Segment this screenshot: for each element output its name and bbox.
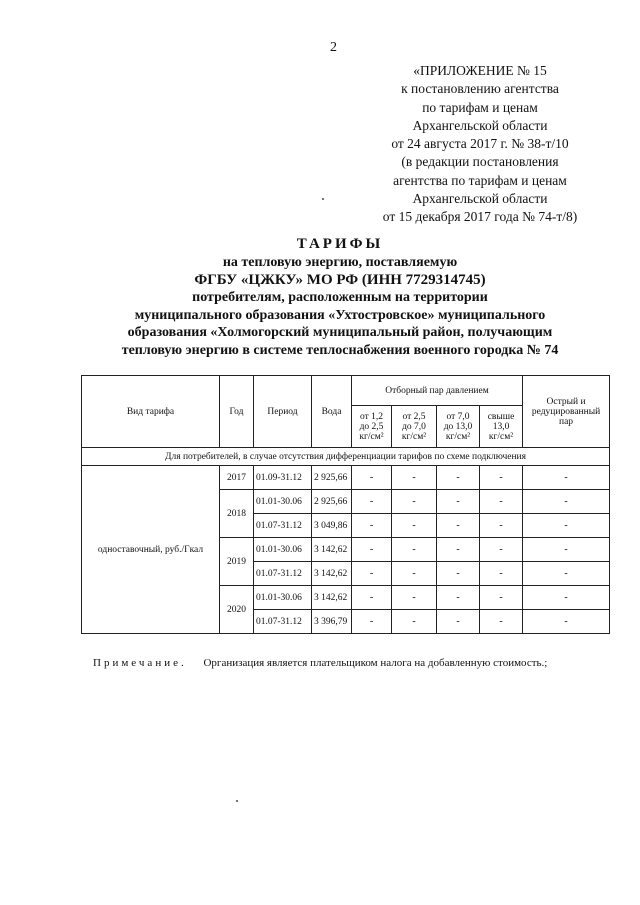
- appendix-line: (в редакции постановления: [401, 154, 559, 170]
- steam-cell: -: [352, 610, 392, 634]
- title-line: образования «Холмогорский муниципальный район, получающим: [127, 325, 553, 340]
- steam-cell: -: [437, 466, 480, 490]
- header-sub-line: кг/см²: [401, 431, 427, 442]
- steam-cell: -: [480, 514, 523, 538]
- steam-cell: -: [480, 490, 523, 514]
- steam-cell: -: [480, 538, 523, 562]
- appendix-line: от 24 августа 2017 г. № 38-т/10: [391, 136, 569, 152]
- title-line: потребителям, расположенным на территории: [192, 290, 488, 305]
- appendix-line: Архангельской области: [412, 117, 548, 133]
- appendix-line: Архангельской области: [412, 191, 548, 207]
- header-sub-line: кг/см²: [359, 431, 384, 442]
- steam-cell: -: [392, 514, 437, 538]
- header-steam-group: Отборный пар давлением: [352, 376, 523, 406]
- section-row: Для потребителей, в случае отсутствия дифференциации тарифов по схеме подключения: [82, 448, 610, 466]
- water-cell: 3 396,79: [312, 610, 352, 634]
- steam-cell: -: [437, 514, 480, 538]
- header-steam-col-2: [392, 406, 437, 448]
- header-period: Период: [254, 376, 312, 448]
- header-year: Год: [220, 376, 254, 448]
- water-cell: 2 925,66: [312, 466, 352, 490]
- header-sub-line: до 13,0: [443, 421, 473, 432]
- header-steam-col-4: [480, 406, 523, 448]
- header-sharp-steam: [523, 376, 610, 448]
- period-cell: 01.07-31.12: [254, 514, 312, 538]
- steam-cell: -: [480, 562, 523, 586]
- steam-cell: -: [352, 586, 392, 610]
- header-sub-line: 13,0: [492, 421, 510, 432]
- header-sub-line: кг/см²: [445, 431, 471, 442]
- steam-cell: -: [392, 466, 437, 490]
- title-line: на тепловую энергию, поставляемую: [222, 255, 458, 270]
- water-cell: 3 142,62: [312, 562, 352, 586]
- year-cell: 2018: [220, 490, 254, 538]
- appendix-line: к постановлению агентства: [401, 81, 559, 97]
- steam-cell: -: [480, 610, 523, 634]
- title-line: муниципального образования «Ухтостровское» муниципального: [134, 307, 546, 323]
- water-cell: 3 049,86: [312, 514, 352, 538]
- steam-cell: -: [392, 610, 437, 634]
- steam-cell: -: [392, 538, 437, 562]
- steam-cell: -: [392, 586, 437, 610]
- sharp-steam-cell: -: [523, 538, 610, 562]
- note-label: Примечание.: [93, 657, 187, 669]
- header-sharp-line: Острый и: [546, 396, 586, 407]
- header-sub-line: до 7,0: [402, 421, 426, 432]
- sharp-steam-cell: -: [523, 586, 610, 610]
- header-sub-line: свыше: [487, 411, 515, 422]
- year-cell: 2020: [220, 586, 254, 634]
- year-cell: 2017: [220, 466, 254, 490]
- appendix-line: по тарифам и ценам: [422, 99, 538, 115]
- steam-cell: -: [480, 586, 523, 610]
- period-cell: 01.07-31.12: [254, 610, 312, 634]
- sharp-steam-cell: -: [523, 466, 610, 490]
- tariff-table: [81, 375, 610, 634]
- sharp-steam-cell: -: [523, 514, 610, 538]
- header-steam-col-3: [437, 406, 480, 448]
- steam-cell: -: [437, 538, 480, 562]
- water-cell: 3 142,62: [312, 538, 352, 562]
- appendix-line: «ПРИЛОЖЕНИЕ № 15: [413, 63, 547, 78]
- title-line: тепловую энергию в системе теплоснабжения военного городка № 74: [121, 342, 559, 358]
- steam-cell: -: [437, 562, 480, 586]
- header-sub-line: от 7,0: [446, 411, 470, 422]
- steam-cell: -: [392, 490, 437, 514]
- water-cell: 3 142,62: [312, 586, 352, 610]
- appendix-header: [340, 62, 620, 227]
- header-sub-line: от 1,2: [359, 411, 384, 422]
- header-water: Вода: [312, 376, 352, 448]
- sharp-steam-cell: -: [523, 610, 610, 634]
- year-cell: 2019: [220, 538, 254, 586]
- document-title: [60, 235, 620, 359]
- sharp-steam-cell: -: [523, 490, 610, 514]
- steam-cell: -: [352, 466, 392, 490]
- period-cell: 01.09-31.12: [254, 466, 312, 490]
- period-cell: 01.01-30.06: [254, 586, 312, 610]
- steam-cell: -: [352, 538, 392, 562]
- period-cell: 01.07-31.12: [254, 562, 312, 586]
- note: [93, 657, 547, 669]
- appendix-line: агентства по тарифам и ценам: [393, 172, 567, 188]
- steam-cell: -: [352, 490, 392, 514]
- header-sub-line: от 2,5: [402, 411, 426, 422]
- period-cell: 01.01-30.06: [254, 490, 312, 514]
- header-sharp-line: пар: [559, 416, 574, 427]
- title-line: ФГБУ «ЦЖКУ» МО РФ (ИНН 7729314745): [194, 271, 486, 288]
- water-cell: 2 925,66: [312, 490, 352, 514]
- note-text: Организация является плательщиком налога на добавленную стоимость.;: [203, 657, 548, 669]
- steam-cell: -: [480, 466, 523, 490]
- sharp-steam-cell: -: [523, 562, 610, 586]
- steam-cell: -: [352, 514, 392, 538]
- header-tariff-type: Вид тарифа: [82, 376, 220, 448]
- tariff-label: одноставочный, руб./Гкал: [82, 466, 220, 634]
- scan-speck: [322, 198, 324, 200]
- steam-cell: -: [352, 562, 392, 586]
- header-sharp-line: редуцированный: [531, 406, 601, 417]
- page-number: 2: [330, 40, 337, 55]
- period-cell: 01.01-30.06: [254, 538, 312, 562]
- scan-speck: [236, 800, 238, 802]
- header-sub-line: до 2,5: [359, 421, 384, 432]
- steam-cell: -: [437, 586, 480, 610]
- title-main: ТАРИФЫ: [296, 236, 384, 252]
- steam-cell: -: [392, 562, 437, 586]
- steam-cell: -: [437, 490, 480, 514]
- header-sub-line: кг/см²: [488, 431, 514, 442]
- appendix-line: от 15 декабря 2017 года № 74-т/8): [382, 209, 578, 225]
- steam-cell: -: [437, 610, 480, 634]
- header-steam-col-1: [352, 406, 392, 448]
